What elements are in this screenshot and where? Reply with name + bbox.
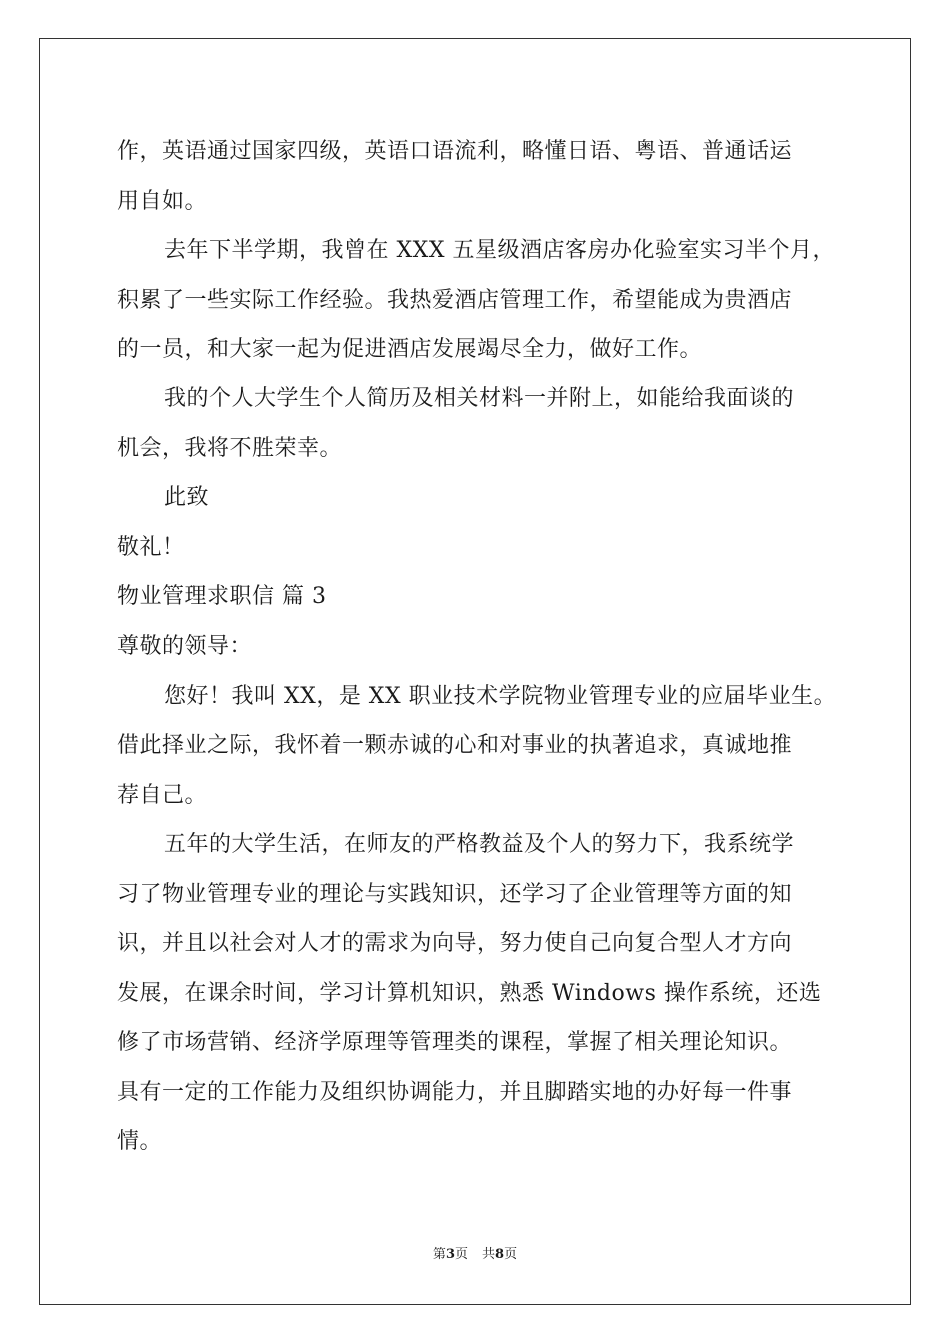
body-line: 作，英语通过国家四级，英语口语流利，略懂日语、粤语、普通话运 xyxy=(117,139,793,164)
body-line: 具有一定的工作能力及组织协调能力，并且脚踏实地的办好每一件事 xyxy=(117,1080,793,1105)
body-line: 五年的大学生活，在师友的严格教益及个人的努力下，我系统学 xyxy=(164,832,795,857)
body-line: 的一员，和大家一起为促进酒店发展竭尽全力，做好工作。 xyxy=(117,337,703,362)
body-line: 用自如。 xyxy=(117,189,208,214)
page-prefix: 第 xyxy=(432,1247,446,1262)
body-line: 情。 xyxy=(117,1129,163,1154)
body-line: 借此择业之际，我怀着一颗赤诚的心和对事业的执著追求，真诚地推 xyxy=(117,733,793,758)
body-line: 荐自己。 xyxy=(117,783,208,808)
body-line: 您好！我叫 XX，是 XX 职业技术学院物业管理专业的应届毕业生。 xyxy=(164,684,837,709)
total-suffix: 页 xyxy=(504,1247,518,1262)
body-line: 机会，我将不胜荣幸。 xyxy=(117,436,343,461)
total-pages: 8 xyxy=(495,1247,505,1262)
body-line: 积累了一些实际工作经验。我热爱酒店管理工作，希望能成为贵酒店 xyxy=(117,288,793,313)
salutation: 尊敬的领导： xyxy=(117,634,253,659)
body-line: 识，并且以社会对人才的需求为向导，努力使自己向复合型人才方向 xyxy=(117,931,793,956)
page-border xyxy=(39,38,911,1305)
body-line: 习了物业管理专业的理论与实践知识，还学习了企业管理等方面的知 xyxy=(117,882,793,907)
total-prefix: 共 xyxy=(482,1247,496,1262)
page-number: 3 xyxy=(445,1247,455,1262)
body-line: 去年下半学期，我曾在 XXX 五星级酒店客房办化验室实习半个月， xyxy=(164,238,835,263)
page-suffix: 页 xyxy=(454,1247,468,1262)
closing-phrase: 此致 xyxy=(164,485,210,510)
page-footer xyxy=(0,1246,950,1264)
body-line: 发展，在课余时间，学习计算机知识，熟悉 Windows 操作系统，还选 xyxy=(117,981,822,1006)
closing-salute: 敬礼！ xyxy=(117,535,185,560)
body-line: 修了市场营销、经济学原理等管理类的课程，掌握了相关理论知识。 xyxy=(117,1030,793,1055)
body-line: 我的个人大学生个人简历及相关材料一并附上，如能给我面谈的 xyxy=(164,386,795,411)
section-heading: 物业管理求职信 篇 3 xyxy=(117,584,327,609)
